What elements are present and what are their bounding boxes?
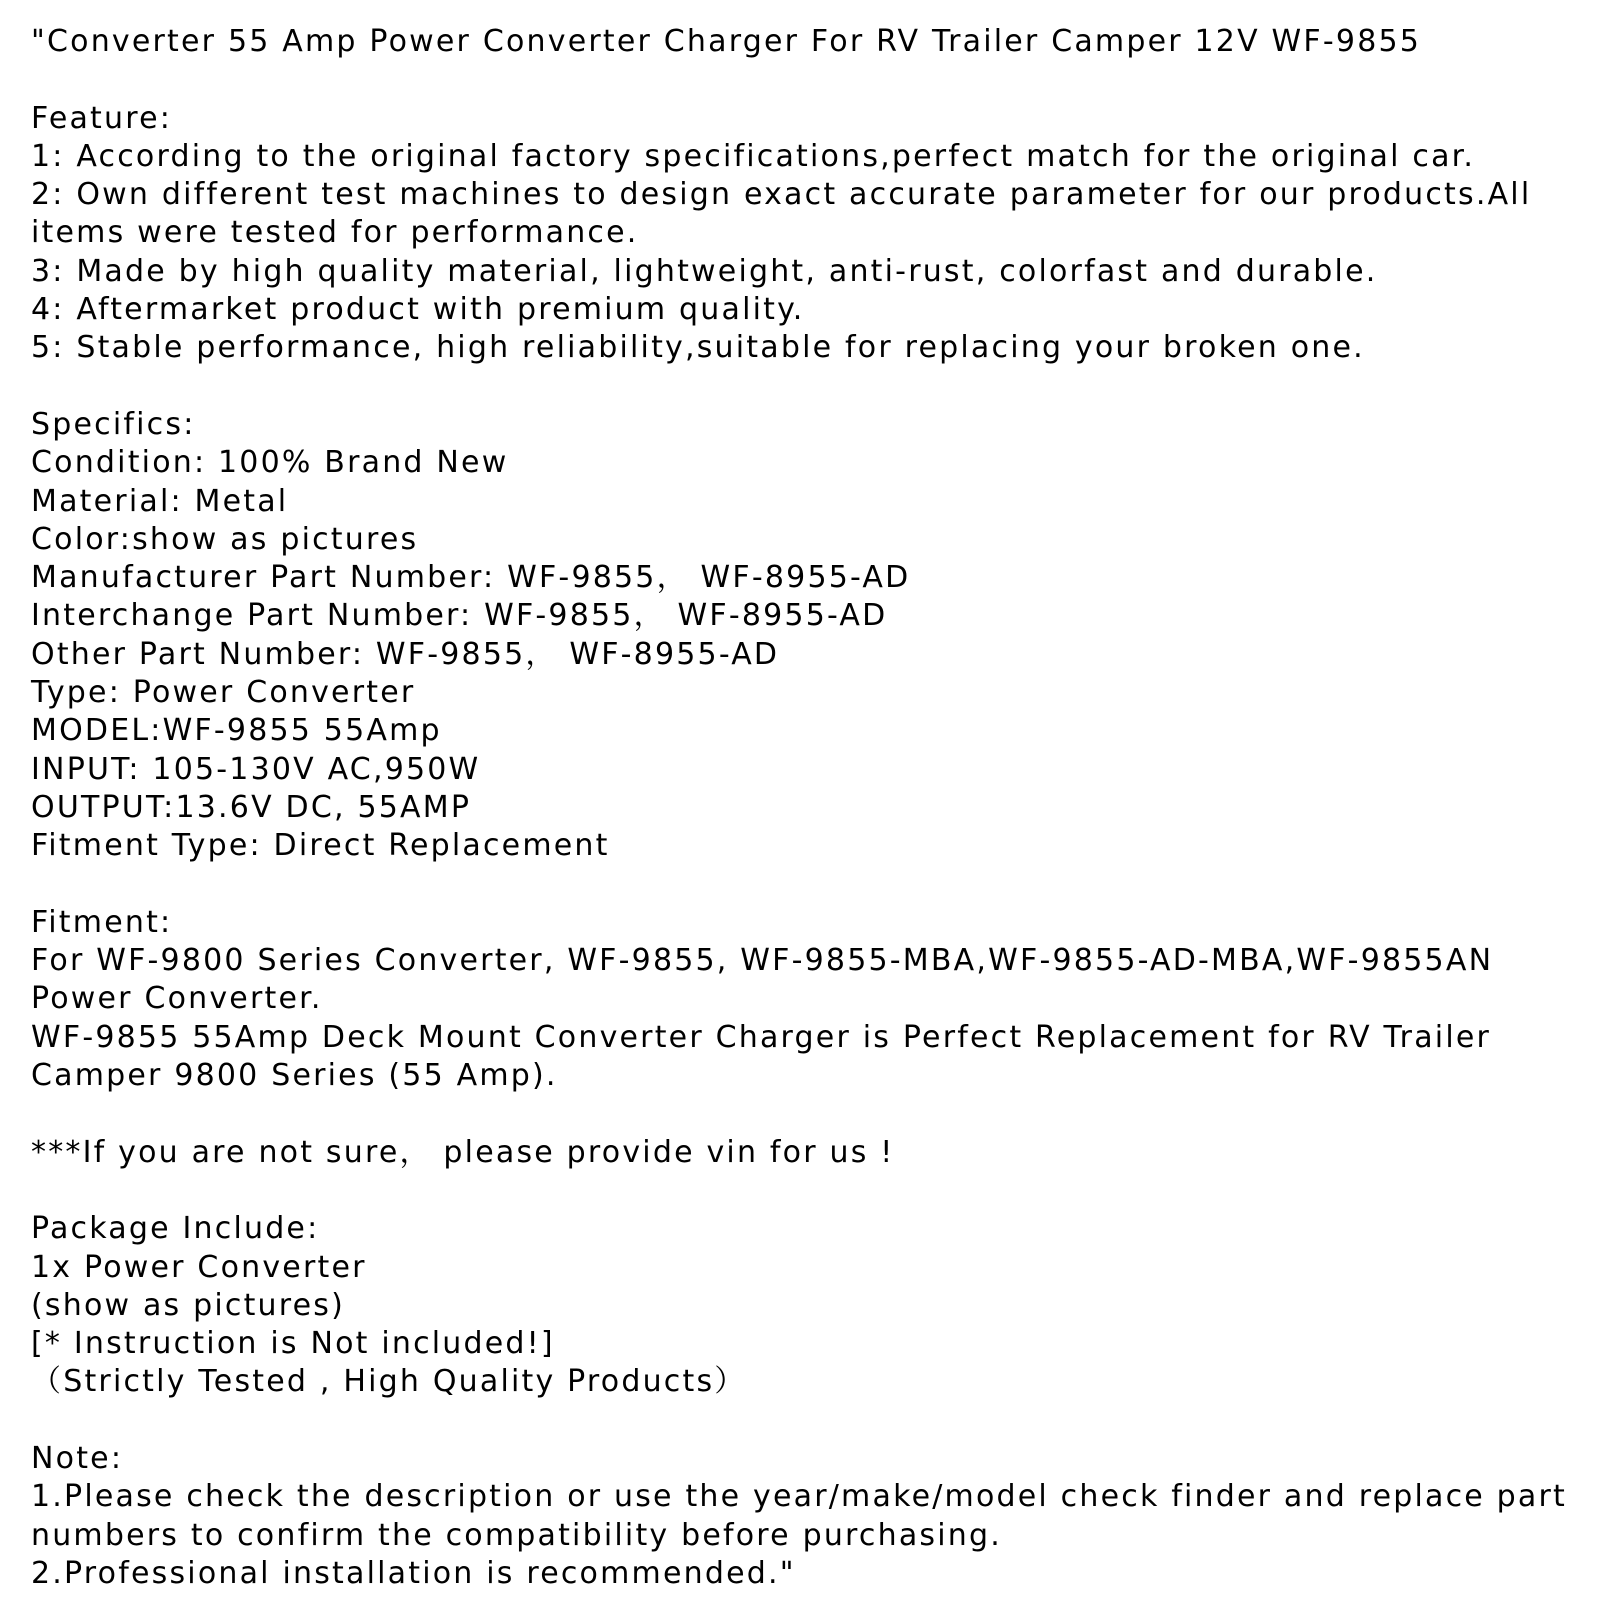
spec-type: Type: Power Converter [31,675,416,711]
spec-output: OUTPUT:13.6V DC, 55AMP [31,789,472,825]
spec-material: Material: Metal [31,483,289,519]
spec-input: INPUT: 105-130V AC,950W [31,751,481,787]
spacer [31,1402,1586,1440]
feature-line-2: 2: Own different test machines to design exact accurate parameter for our products.All [31,177,1532,213]
package-item: (show as pictures) [31,1287,346,1323]
feature-section [31,100,1586,368]
note-line: 1.Please check the description or use the year/make/model check finder and replace part [31,1479,1568,1515]
spec-fitment-type: Fitment Type: Direct Replacement [31,828,610,864]
spacer [31,368,1586,406]
fitment-line: Camper 9800 Series (55 Amp). [31,1058,558,1094]
note-line: numbers to confirm the compatibility before purchasing. [31,1517,1002,1553]
note-heading: Note: [31,1440,124,1476]
feature-line-2-cont: items were tested for performance. [31,215,639,251]
spacer [31,61,1586,99]
package-item: （Strictly Tested , High Quality Products） [31,1364,747,1400]
fitment-line: WF-9855 55Amp Deck Mount Converter Charger is Perfect Replacement for RV Trailer [31,1019,1492,1055]
feature-line-3: 3: Made by high quality material, lightweight, anti-rust, colorfast and durable. [31,253,1378,289]
spec-other-part-number: Other Part Number: WF-9855， WF-8955-AD [31,636,780,672]
package-item: [* Instruction is Not included!] [31,1326,555,1362]
package-heading: Package Include: [31,1211,320,1247]
product-description [31,23,1586,1593]
specifics-section [31,406,1586,866]
feature-heading: Feature: [31,100,173,136]
feature-line-5: 5: Stable performance, high reliability,suitable for replacing your broken one. [31,330,1365,366]
fitment-heading: Fitment: [31,904,173,940]
package-item: 1x Power Converter [31,1249,367,1285]
package-section [31,1210,1586,1401]
product-title: "Converter 55 Amp Power Converter Charger For RV Trailer Camper 12V WF-9855 [31,24,1422,59]
note-line: 2.Professional installation is recommended." [31,1555,796,1591]
fitment-line: For WF-9800 Series Converter, WF-9855, WF-9855-MBA,WF-9855-AD-MBA,WF-9855AN [31,943,1494,979]
spec-model: MODEL:WF-9855 55Amp [31,713,442,749]
fitment-section [31,904,1586,1095]
spacer [31,1095,1586,1133]
spec-condition: Condition: 100% Brand New [31,445,509,481]
fitment-line: Power Converter. [31,981,323,1017]
spec-manufacturer-part-number: Manufacturer Part Number: WF-9855， WF-8955-AD [31,560,911,596]
feature-line-1: 1: According to the original factory specifications,perfect match for the original car. [31,138,1476,174]
feature-line-4: 4: Aftermarket product with premium quality. [31,292,805,328]
specifics-heading: Specifics: [31,406,196,442]
spec-interchange-part-number: Interchange Part Number: WF-9855， WF-8955-AD [31,598,888,634]
vin-notice: ***If you are not sure， please provide vin for us ! [31,1134,895,1170]
spec-color: Color:show as pictures [31,521,419,557]
note-section [31,1440,1586,1593]
spacer [31,866,1586,904]
spacer [31,1172,1586,1210]
